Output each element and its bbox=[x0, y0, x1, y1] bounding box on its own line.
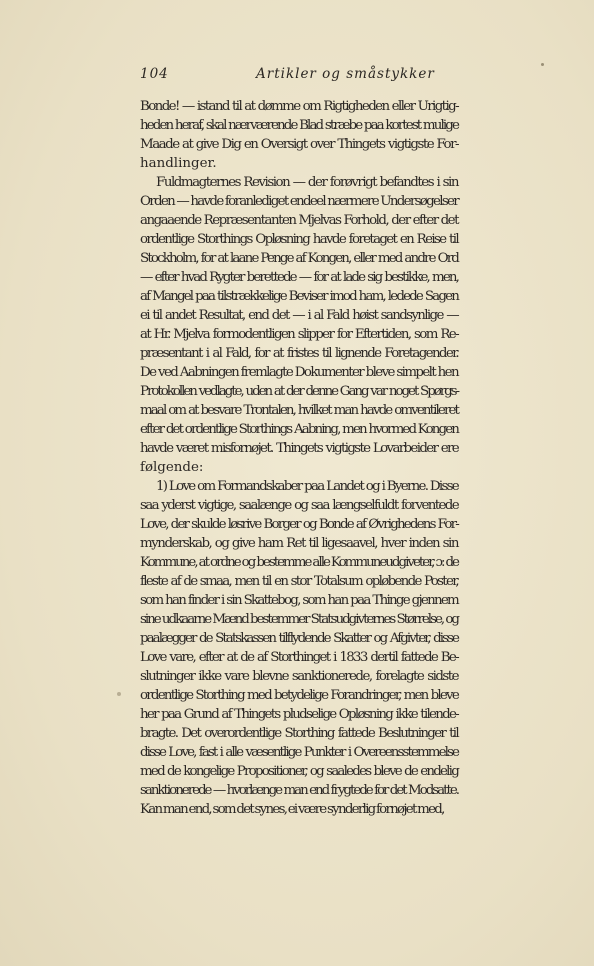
text-line: Orden — havde foranlediget endeel nærmere Undersøgelser bbox=[140, 194, 458, 209]
text-line: disse Love, fast i alle væsentlige Punkter i Overeensstemmelse bbox=[140, 745, 458, 760]
text-line: fleste af de smaa, men til en stor Totalsum opløbende Poster, bbox=[140, 574, 458, 589]
text-line: ordentlige Storthings Opløsning havde foretaget en Reise til bbox=[140, 232, 458, 247]
text-line: Kan man end, som det synes, ei være synderlig fornøjet med, bbox=[140, 802, 444, 817]
text-line: heden heraf, skal nærværende Blad stræbe paa kortest mulige bbox=[140, 118, 458, 133]
margin-mark bbox=[117, 692, 121, 696]
body-text bbox=[140, 97, 458, 819]
text-line: bragte. Det overordentlige Storthing fattede Beslutninger til bbox=[140, 726, 458, 741]
text-line: angaaende Repræsentanten Mjelvas Forhold, der efter det bbox=[140, 213, 458, 228]
text-line: her paa Grund af Thingets pludselige Opløsning ikke tilende- bbox=[140, 707, 458, 722]
text-line: som han finder i sin Skattebog, som han paa Thinge gjennem bbox=[140, 593, 458, 608]
text-line: følgende: bbox=[140, 460, 204, 475]
text-line: at Hr. Mjelva formodentligen slipper for Eftertiden, som Re- bbox=[140, 327, 458, 342]
text-line: slutninger ikke vare blevne sanktionerede, forelagte sidste bbox=[140, 669, 458, 684]
text-line: mynderskab, og give ham Ret til ligesaavel, hver inden sin bbox=[140, 536, 458, 551]
text-line: af Mangel paa tilstrækkelige Beviser imod ham, ledede Sagen bbox=[140, 289, 458, 304]
text-line: Love, der skulde løsrive Borger og Bonde af Øvrighedens For- bbox=[140, 517, 458, 532]
text-line: Maade at give Dig en Oversigt over Thingets vigtigste For- bbox=[140, 137, 458, 152]
text-line: De ved Aabningen fremlagte Dokumenter bleve simpelt hen bbox=[140, 365, 458, 380]
text-line: maal om at besvare Trontalen, hvilket man havde omventileret bbox=[140, 403, 458, 418]
text-line: — efter hvad Rygter berettede — for at lade sig bestikke, men, bbox=[140, 270, 458, 285]
text-line: Fuldmagternes Revision — der forøvrigt befandtes i sin bbox=[156, 175, 458, 190]
text-line: Protokollen vedlagte, uden at der denne Gang var noget Spørgs- bbox=[140, 384, 458, 399]
text-line: havde været misfornøjet. Thingets vigtigste Lovarbeider ere bbox=[140, 441, 458, 456]
text-line: efter det ordentlige Storthings Aabning, men hvormed Kongen bbox=[140, 422, 458, 437]
text-line: Bonde! — istand til at dømme om Rigtigheden eller Urigtig- bbox=[140, 99, 458, 114]
text-line: saa yderst vigtige, saalænge og saa længselfuldt forventede bbox=[140, 498, 458, 513]
page-number: 104 bbox=[140, 66, 169, 82]
text-line: præsentant i al Fald, for at fristes til lignende Foretagender. bbox=[140, 346, 458, 361]
text-line: ordentlige Storthing med betydelige Forandringer, men bleve bbox=[140, 688, 458, 703]
text-line: 1) Love om Formandskaber paa Landet og i Byerne. Disse bbox=[156, 479, 458, 494]
page-header bbox=[140, 66, 460, 86]
text-line: Love vare, efter at de af Storthinget i 1833 dertil fattede Be- bbox=[140, 650, 458, 665]
text-line: paalægger de Statskassen tilflydende Skatter og Afgivter, disse bbox=[140, 631, 458, 646]
text-line: Kommune, at ordne og bestemme alle Kommuneudgiveter, ɔ: de bbox=[140, 555, 458, 570]
running-title: Artikler og småstykker bbox=[256, 66, 435, 82]
text-line: sine udkaarne Mænd bestemmer Statsudgivternes Størrelse, og bbox=[140, 612, 458, 627]
paper-speck bbox=[541, 63, 544, 66]
text-line: sanktionerede — hvorlænge man end frygtede for det Modsatte. bbox=[140, 783, 458, 798]
text-line: ei til andet Resultat, end det — i al Fald høist sandsynlige — bbox=[140, 308, 458, 323]
text-line: Stockholm, for at laane Penge af Kongen, eller med andre Ord bbox=[140, 251, 458, 266]
text-line: med de kongelige Propositioner, og saaledes bleve de endelig bbox=[140, 764, 458, 779]
text-line: handlinger. bbox=[140, 156, 217, 171]
